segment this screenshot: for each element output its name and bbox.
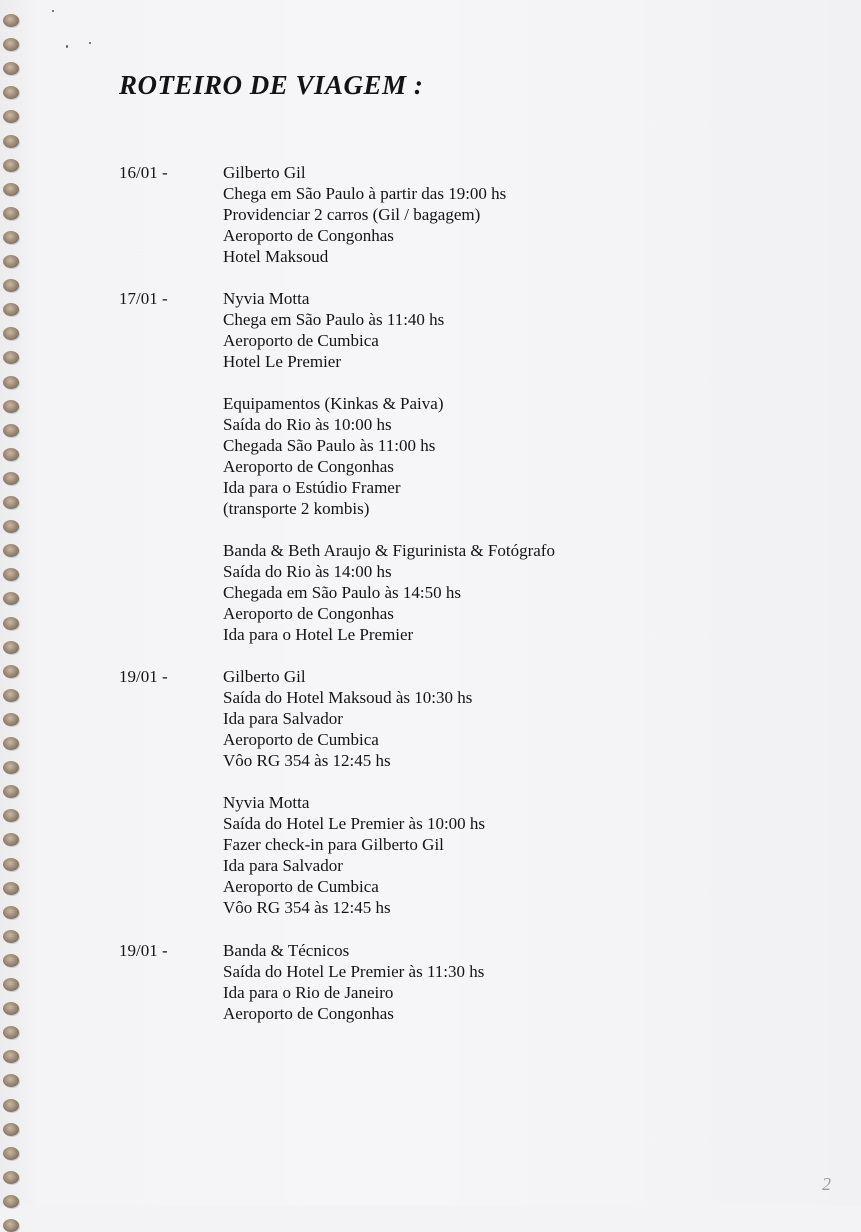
entry-line: (transporte 2 kombis): [223, 499, 370, 518]
page-title: ROTEIRO DE VIAGEM :: [119, 70, 424, 100]
binding-hole: [3, 376, 19, 389]
page-number: 2: [822, 1174, 831, 1194]
binding-hole: [3, 1099, 19, 1112]
binding-hole: [3, 400, 19, 413]
entry-group: [223, 162, 783, 267]
binding-hole: [3, 1002, 19, 1015]
binding-hole: [3, 954, 19, 967]
binding-hole: [3, 568, 19, 581]
binding-hole: [3, 110, 19, 123]
entry-group: [223, 792, 783, 918]
entry-line: Ida para o Hotel Le Premier: [223, 625, 414, 644]
binding-hole: [3, 906, 19, 919]
binding-hole: [3, 448, 19, 461]
binding-hole: [3, 255, 19, 268]
day-entries: [223, 940, 783, 1045]
entry-line: Aeroporto de Cumbica: [223, 730, 379, 749]
entry-line: Providenciar 2 carros (Gil / bagagem): [223, 205, 481, 224]
binding-hole: [3, 737, 19, 750]
binding-hole: [3, 424, 19, 437]
entry-line: Hotel Maksoud: [223, 247, 329, 266]
binding-hole: [3, 62, 19, 75]
entry-group: [223, 540, 783, 645]
binding-hole: [3, 785, 19, 798]
entry-line: Chegada São Paulo às 11:00 hs: [223, 436, 436, 455]
binding-hole: [3, 858, 19, 871]
entry-line: Aeroporto de Congonhas: [223, 226, 394, 245]
day-date: 19/01 -: [119, 941, 168, 960]
day-date: 16/01 -: [119, 163, 168, 182]
binding-hole: [3, 1026, 19, 1039]
binding-hole: [3, 279, 19, 292]
binding-hole: [3, 207, 19, 220]
binding-hole: [3, 882, 19, 895]
binding-hole: [3, 327, 19, 340]
binding-hole: [3, 665, 19, 678]
binding-hole: [3, 592, 19, 605]
entry-line: Chega em São Paulo à partir das 19:00 hs: [223, 184, 507, 203]
day-entries: [223, 288, 783, 666]
binding-hole: [3, 833, 19, 846]
entry-group: [223, 393, 783, 519]
entry-line: Aeroporto de Cumbica: [223, 331, 379, 350]
entry-line: Banda & Técnicos: [223, 941, 350, 960]
day-entries: [223, 666, 783, 939]
entry-line: Gilberto Gil: [223, 163, 306, 182]
paper-speck: [89, 42, 91, 44]
binding-hole: [3, 496, 19, 509]
entry-line: Vôo RG 354 às 12:45 hs: [223, 898, 391, 917]
day-date: 19/01 -: [119, 667, 168, 686]
binding-hole: [3, 86, 19, 99]
binding-hole: [3, 231, 19, 244]
binding-hole: [3, 713, 19, 726]
entry-line: Ida para Salvador: [223, 709, 343, 728]
paper-speck: [66, 45, 68, 48]
entry-line: Aeroporto de Congonhas: [223, 604, 394, 623]
binding-hole: [3, 1171, 19, 1184]
entry-line: Vôo RG 354 às 12:45 hs: [223, 751, 391, 770]
binding-hole: [3, 617, 19, 630]
entry-group: [223, 288, 783, 372]
entry-line: Ida para Salvador: [223, 856, 343, 875]
binding-hole: [3, 1074, 19, 1087]
entry-line: Ida para o Estúdio Framer: [223, 478, 401, 497]
spiral-binding: [0, 0, 26, 1206]
entry-line: Chega em São Paulo às 11:40 hs: [223, 310, 445, 329]
binding-hole: [3, 809, 19, 822]
binding-hole: [3, 689, 19, 702]
binding-hole: [3, 1147, 19, 1160]
entry-line: Banda & Beth Araujo & Figurinista & Fotógrafo: [223, 541, 555, 560]
paper-speck: [52, 10, 54, 12]
entry-line: Saída do Rio às 14:00 hs: [223, 562, 392, 581]
binding-hole: [3, 978, 19, 991]
entry-line: Fazer check-in para Gilberto Gil: [223, 835, 444, 854]
binding-hole: [3, 303, 19, 316]
entry-line: Nyvia Motta: [223, 289, 310, 308]
entry-group: [223, 666, 783, 771]
binding-hole: [3, 183, 19, 196]
binding-hole: [3, 1123, 19, 1136]
binding-hole: [3, 520, 19, 533]
binding-hole: [3, 1219, 19, 1232]
binding-hole: [3, 544, 19, 557]
day-entries: [223, 162, 783, 288]
entry-line: Chegada em São Paulo às 14:50 hs: [223, 583, 461, 602]
entry-line: Saída do Hotel Le Premier às 11:30 hs: [223, 962, 485, 981]
entry-line: Aeroporto de Congonhas: [223, 1004, 394, 1023]
binding-hole: [3, 14, 19, 27]
binding-hole: [3, 38, 19, 51]
binding-hole: [3, 761, 19, 774]
entry-line: Aeroporto de Congonhas: [223, 457, 394, 476]
binding-hole: [3, 135, 19, 148]
entry-line: Ida para o Rio de Janeiro: [223, 983, 394, 1002]
entry-line: Saída do Rio às 10:00 hs: [223, 415, 392, 434]
entry-line: Saída do Hotel Le Premier às 10:00 hs: [223, 814, 486, 833]
entry-line: Nyvia Motta: [223, 793, 310, 812]
entry-line: Saída do Hotel Maksoud às 10:30 hs: [223, 688, 473, 707]
entry-line: Aeroporto de Cumbica: [223, 877, 379, 896]
binding-hole: [3, 1050, 19, 1063]
day-date: 17/01 -: [119, 289, 168, 308]
entry-line: Equipamentos (Kinkas & Paiva): [223, 394, 444, 413]
binding-hole: [3, 472, 19, 485]
binding-hole: [3, 159, 19, 172]
binding-hole: [3, 351, 19, 364]
entry-group: [223, 940, 783, 1024]
entry-line: Hotel Le Premier: [223, 352, 342, 371]
binding-hole: [3, 930, 19, 943]
binding-hole: [3, 641, 19, 654]
entry-line: Gilberto Gil: [223, 667, 306, 686]
